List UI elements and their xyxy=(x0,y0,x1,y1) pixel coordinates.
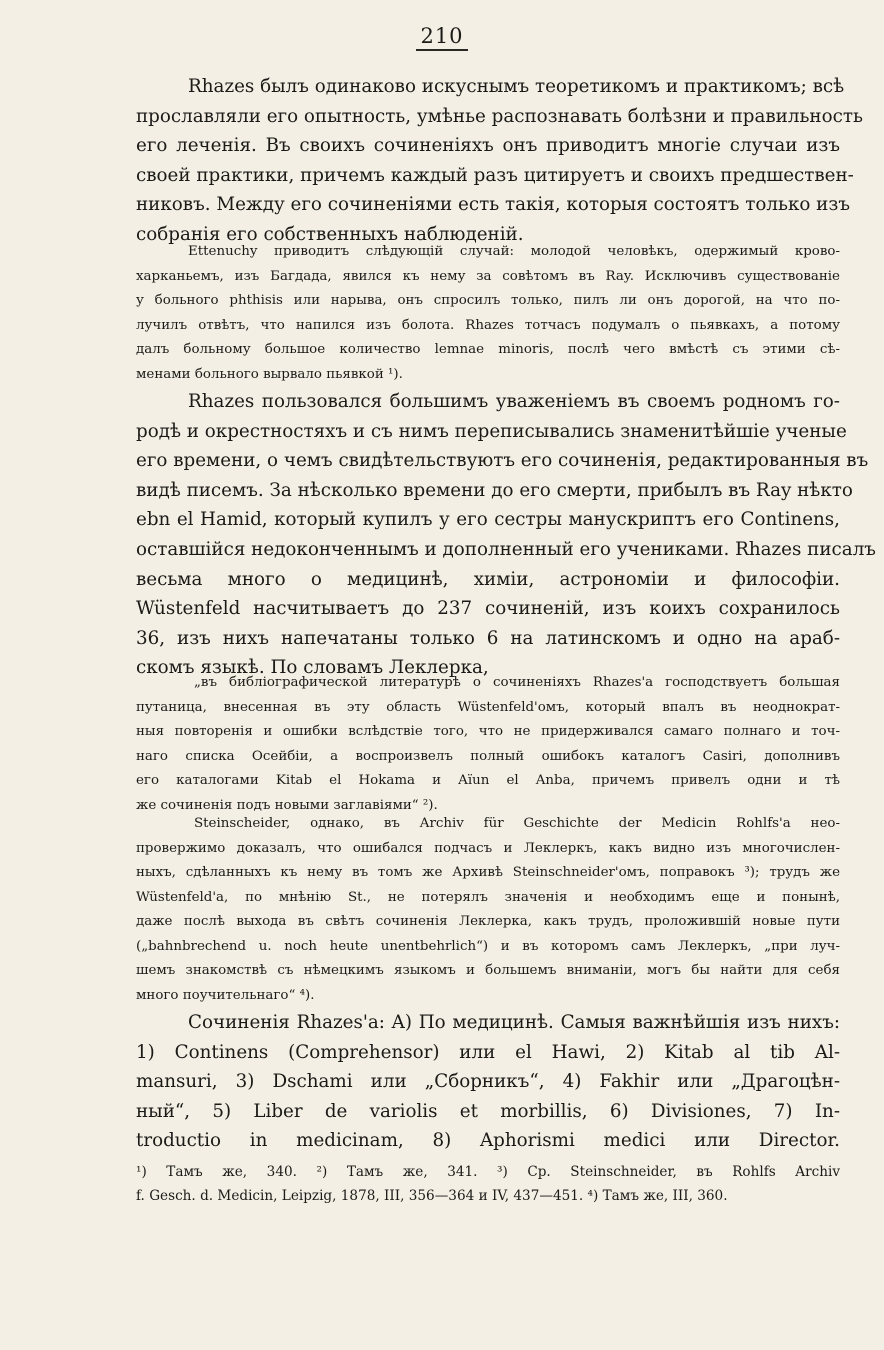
text-line: 36, изъ нихъ напечатаны только 6 на латинскомъ и одно на араб- xyxy=(136,627,840,649)
works-paragraph xyxy=(136,1008,840,1156)
text-line: Wüstenfeld'а, по мнѣнію St., не потерялъ значенія и необходимъ еще и понынѣ, xyxy=(136,889,840,905)
text-line: шемъ знакомствѣ съ нѣмецкимъ языкомъ и большемъ вниманіи, могъ бы найти для себя xyxy=(136,963,840,978)
text-line: ный“, 5) Liber de variolis et morbillis, 6) Divisiones, 7) In- xyxy=(136,1100,840,1122)
text-line: много поучительнаго“ ⁴). xyxy=(136,987,315,1003)
text-line: скомъ языкѣ. По словамъ Леклерка, xyxy=(136,657,489,679)
text-line: ныя повторенія и ошибки вслѣдствіе того, что не придерживался самаго полнаго и точ- xyxy=(136,724,840,739)
text-line: собранія его собственныхъ наблюденій. xyxy=(136,223,524,245)
text-line: Rhazes былъ одинаково искуснымъ теоретикомъ и практикомъ; всѣ xyxy=(188,76,845,97)
text-line: провержимо доказалъ, что ошибался подчасъ и Леклеркъ, какъ видно изъ многочислен- xyxy=(136,840,840,856)
text-line: Wüstenfeld насчитываетъ до 237 сочиненій, изъ коихъ сохранилось xyxy=(136,598,840,620)
text-line: Ettenuchy приводитъ слѣдующій случай: молодой человѣкъ, одержимый крово- xyxy=(188,244,840,259)
page-number: 210 xyxy=(0,24,884,48)
text-line: его леченія. Въ своихъ сочиненіяхъ онъ приводитъ многіе случаи изъ xyxy=(136,135,840,157)
text-line: „въ библіографической литературѣ о сочиненіяхъ Rhazes'а господствуетъ большая xyxy=(194,675,840,690)
text-line: никовъ. Между его сочиненіями есть такія, которыя состоятъ только изъ xyxy=(136,194,850,216)
text-line: 1) Continens (Comprehensor) или el Hawi, 2) Kitab al tib Al- xyxy=(136,1041,840,1063)
text-line: лучилъ отвѣтъ, что напился изъ болота. Rhazes тотчасъ подумалъ о пьявкахъ, а потому xyxy=(136,317,840,333)
footnote-line: ¹) Тамъ же, 340. ²) Тамъ же, 341. ³) Ср. Steinschneider, въ Rohlfs Archiv xyxy=(136,1164,840,1180)
text-line: его времени, о чемъ свидѣтельствуютъ его сочиненія, редактированныя въ xyxy=(136,450,869,472)
text-line: далъ больному большое количество lemnae minoris, послѣ чего вмѣстѣ съ этими сѣ- xyxy=(136,342,840,357)
text-line: весьма много о медицинѣ, химіи, астрономіи и философіи. xyxy=(136,568,840,590)
text-line: Steinscheider, однако, въ Archiv für Geschichte der Medicin Rohlfs'а нео- xyxy=(194,816,840,831)
text-line: наго списка Осейбіи, а воспроизвелъ полный ошибокъ каталогъ Casiri, дополнивъ xyxy=(136,748,840,764)
text-line: у больного phthisis или нарыва, онъ спросилъ только, пилъ ли онъ дорогой, на что по- xyxy=(136,293,840,308)
case-note xyxy=(136,240,840,387)
text-line: прославляли его опытность, умѣнье распознавать болѣзни и правильность xyxy=(136,105,863,127)
text-line: его каталогами Kitab el Hokama и Aïun el Anba, причемъ привелъ одни и тѣ xyxy=(136,773,840,788)
text-line: родѣ и окрестностяхъ и съ нимъ переписывались знаменитѣйшіе ученые xyxy=(136,420,847,442)
text-line: Сочиненія Rhazes'а: A) По медицинѣ. Самыя важнѣйшія изъ нихъ: xyxy=(188,1012,840,1033)
text-line: troductio in medicinam, 8) Aphorismi medici или Director. xyxy=(136,1130,840,1152)
text-line: же сочиненія подъ новыми заглавіями“ ²). xyxy=(136,797,438,813)
text-line: („bahnbrechend u. noch heute unentbehrlich“) и въ которомъ самъ Леклеркъ, „при луч- xyxy=(136,938,840,954)
footnote-line: f. Gesch. d. Medicin, Leipzig, 1878, III, 356—364 и IV, 437—451. ⁴) Тамъ же, III, 360. xyxy=(136,1188,728,1204)
paragraph-2 xyxy=(136,387,876,683)
paragraph-1 xyxy=(136,72,863,250)
text-line: даже послѣ выхода въ свѣтъ сочиненія Леклерка, какъ трудъ, проложившій новые пути xyxy=(136,914,840,929)
text-line: ныхъ, сдѣланныхъ къ нему въ томъ же Архивѣ Steinschneider'омъ, поправокъ ³); трудъ же xyxy=(136,865,840,880)
footnotes xyxy=(136,1160,840,1208)
text-line: оставшійся недоконченнымъ и дополненный его учениками. Rhazes писалъ xyxy=(136,538,876,560)
text-line: видѣ писемъ. За нѣсколько времени до его смерти, прибылъ въ Ray нѣкто xyxy=(136,479,853,501)
text-line: харканьемъ, изъ Багдада, явился къ нему за совѣтомъ въ Ray. Исключивъ существованіе xyxy=(136,268,840,284)
text-line: менами больного вырвало пьявкой ¹). xyxy=(136,366,403,382)
steinschneider-note xyxy=(136,812,840,1008)
leclerc-quote xyxy=(136,671,840,818)
text-line: ebn el Hamid, который купилъ у его сестры манускриптъ его Continens, xyxy=(136,509,840,531)
text-line: своей практики, причемъ каждый разъ цитируетъ и своихъ предшествен- xyxy=(136,164,854,186)
text-line: Rhazes пользовался большимъ уваженіемъ въ своемъ родномъ го- xyxy=(188,391,840,412)
text-line: mansuri, 3) Dschami или „Сборникъ“, 4) Fakhir или „Драгоцѣн- xyxy=(136,1071,840,1093)
text-line: путаница, внесенная въ эту область Wüstenfeld'омъ, который впалъ въ неоднократ- xyxy=(136,699,840,715)
